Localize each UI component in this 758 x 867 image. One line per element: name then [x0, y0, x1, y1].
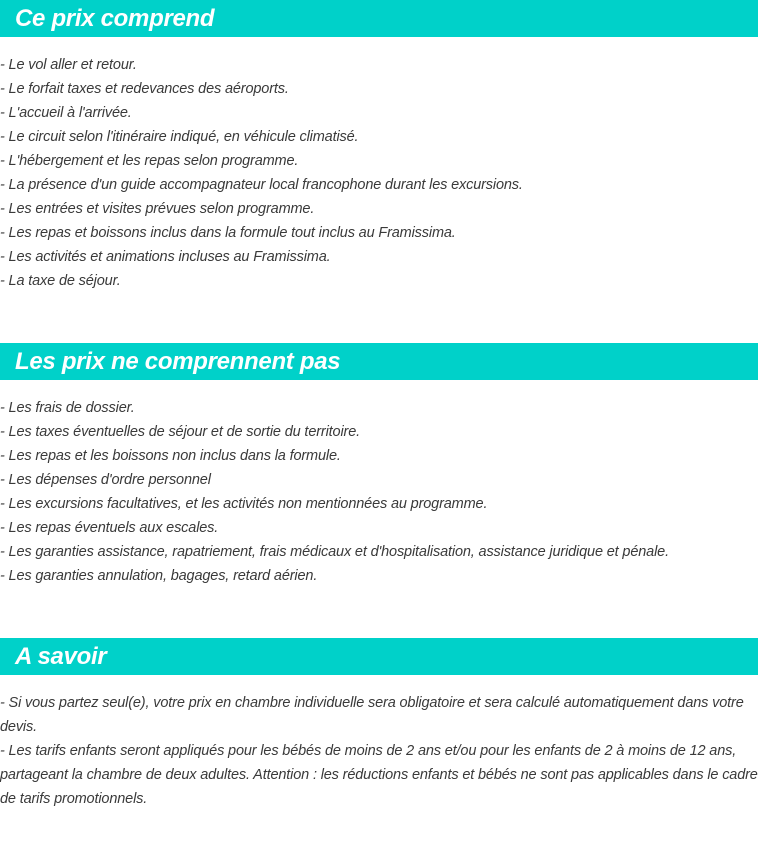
- list-item: - Les repas et les boissons non inclus dans la formule.: [0, 448, 341, 464]
- list-item: - Les repas et boissons inclus dans la formule tout inclus au Framissima.: [0, 225, 456, 241]
- list-item: - La taxe de séjour.: [0, 273, 121, 289]
- list-item: - Le circuit selon l'itinéraire indiqué, en véhicule climatisé.: [0, 129, 359, 145]
- list-item: - L'hébergement et les repas selon programme.: [0, 153, 299, 169]
- list-item: - Les activités et animations incluses au Framissima.: [0, 249, 331, 265]
- list-item: - Les taxes éventuelles de séjour et de sortie du territoire.: [0, 424, 360, 440]
- section-title: Les prix ne comprennent pas: [15, 347, 341, 375]
- list-item: - Les excursions facultatives, et les activités non mentionnées au programme.: [0, 496, 488, 512]
- section-title: A savoir: [15, 642, 107, 670]
- list-item: - Le vol aller et retour.: [0, 57, 137, 73]
- good-to-know-list: [0, 691, 758, 811]
- list-item: - Si vous partez seul(e), votre prix en chambre individuelle sera obligatoire et sera calculé automatiquement dans votre devis.: [0, 695, 744, 735]
- list-item: - Les dépenses d'ordre personnel: [0, 472, 211, 488]
- list-item: - Les garanties assistance, rapatriement, frais médicaux et d'hospitalisation, assistance juridique et pénale.: [0, 544, 669, 560]
- list-item: - L'accueil à l'arrivée.: [0, 105, 132, 121]
- section-not-included: [0, 343, 758, 588]
- section-header-included: [0, 0, 758, 37]
- list-item: - La présence d'un guide accompagnateur local francophone durant les excursions.: [0, 177, 523, 193]
- section-header-not-included: [0, 343, 758, 380]
- section-title: Ce prix comprend: [15, 4, 215, 32]
- list-item: - Le forfait taxes et redevances des aéroports.: [0, 81, 289, 97]
- section-included: [0, 0, 758, 293]
- section-header-good-to-know: [0, 638, 758, 675]
- list-item: - Les repas éventuels aux escales.: [0, 520, 219, 536]
- list-item: - Les frais de dossier.: [0, 400, 135, 416]
- not-included-list: [0, 396, 758, 588]
- list-item: - Les entrées et visites prévues selon programme.: [0, 201, 315, 217]
- included-list: [0, 53, 758, 293]
- section-good-to-know: [0, 638, 758, 811]
- list-item: - Les tarifs enfants seront appliqués pour les bébés de moins de 2 ans et/ou pour les enfants de 2 à moins de 12 ans, partageant la chambre de deux adultes. Attention : les réductions enfants et bébés ne sont pas applicables dans le cadre de tarifs promotionnels.: [0, 743, 758, 807]
- list-item: - Les garanties annulation, bagages, retard aérien.: [0, 568, 318, 584]
